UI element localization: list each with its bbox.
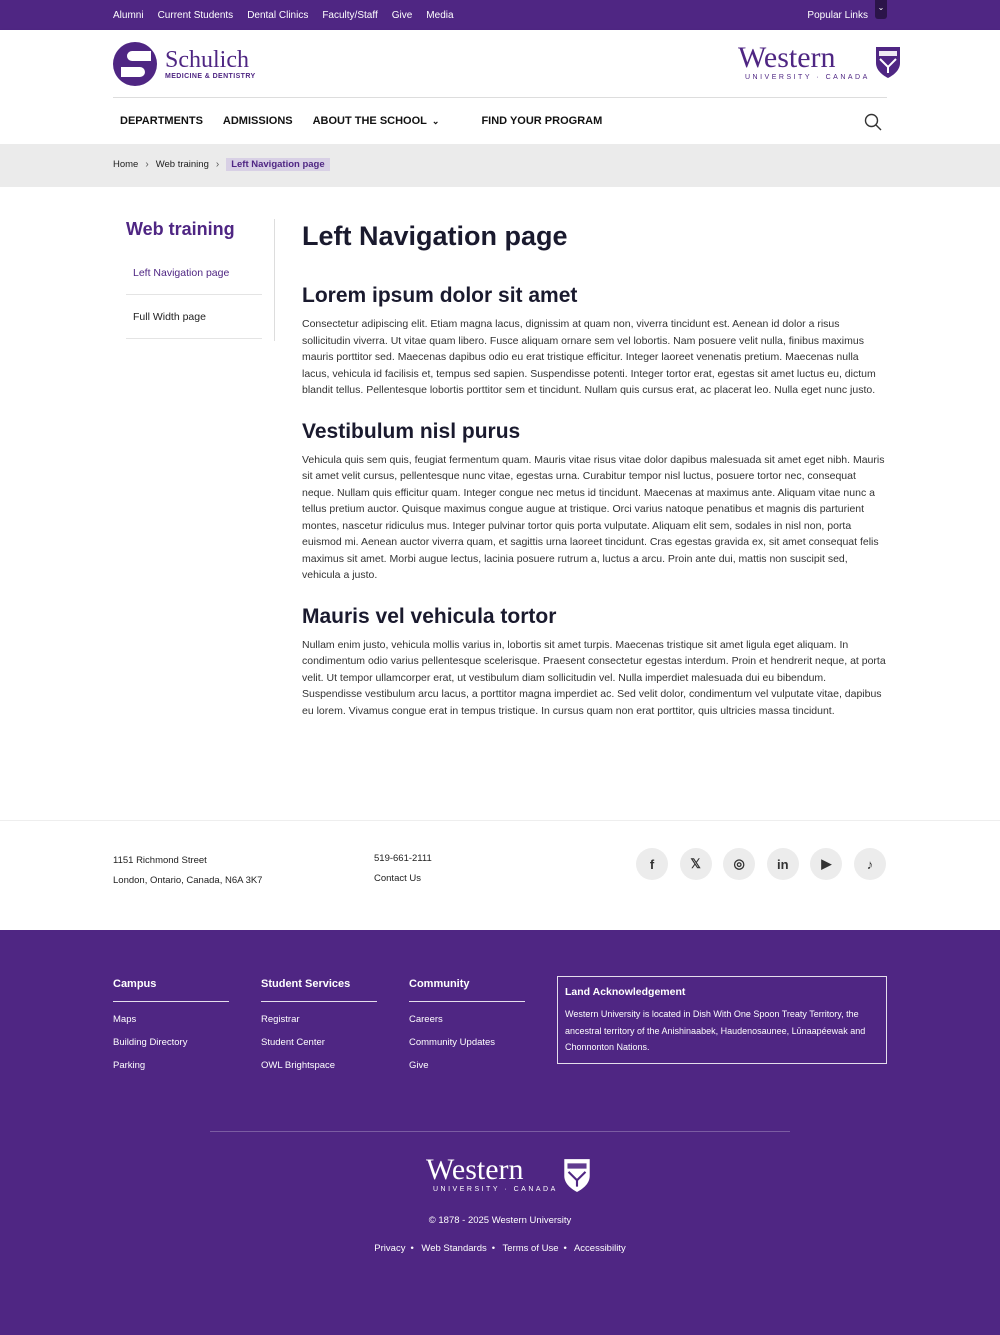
section-nav <box>126 219 262 339</box>
land-acknowledgement-text: Western University is located in Dish With One Spoon Treaty Territory, the ancestral territory of the Anishinaabek, Haudenosaunee, Lūnaapéewak and Chonnonton Nations. <box>565 1009 866 1052</box>
legal-link-web-standards[interactable]: Web Standards <box>421 1243 487 1254</box>
nav-about-the-school[interactable] <box>306 115 447 127</box>
nav-find-your-program[interactable]: FIND YOUR PROGRAM <box>481 115 603 127</box>
social-links <box>636 848 898 880</box>
footer-western-logo[interactable] <box>426 1153 592 1193</box>
school-subtitle: MEDICINE & DENTISTRY <box>165 73 256 80</box>
address-line: 1151 Richmond Street <box>113 855 207 866</box>
search-icon[interactable] <box>863 112 883 132</box>
breadcrumb-current: Left Navigation page <box>226 158 329 171</box>
page-title: Left Navigation page <box>302 221 568 251</box>
utility-link-alumni[interactable]: Alumni <box>113 9 144 21</box>
footer-heading: Community <box>409 978 525 1002</box>
phone-number[interactable]: 519-661-2111 <box>374 853 432 864</box>
footer-heading: Student Services <box>261 978 377 1002</box>
utility-link-give[interactable]: Give <box>391 9 413 21</box>
section-nav-title[interactable]: Web training <box>126 219 235 239</box>
address <box>113 851 262 891</box>
section-heading: Vestibulum nisl purus <box>302 419 521 443</box>
site-footer <box>0 930 1000 1335</box>
utility-bar <box>0 0 1000 30</box>
footer-link-student-center[interactable]: Student Center <box>261 1037 325 1048</box>
land-acknowledgement-heading: Land Acknowledgement <box>565 986 686 998</box>
section-heading: Mauris vel vehicula tortor <box>302 604 557 628</box>
breadcrumb-home[interactable]: Home <box>113 159 139 170</box>
instagram-icon[interactable]: ◎ <box>723 848 755 880</box>
section-paragraph: Consectetur adipiscing elit. Etiam magna lacus, dignissim at quam non, viverra tincidunt est. Aenean id dolor a risus sollicitudin viverra. Ut vitae quam libero. Fusce aliquam ornare sem vel lobortis. Nam posuere velit nulla, finibus maximus mauris porttitor sed. Maecenas dapibus odio eu erat tristique efficitur. Integer laoreet venenatis pretium. Maecenas nulla lacus, vehicula id facilisis et, tempus sed sapien. Suspendisse potenti. Integer tortor erat, egestas sit amet luctus eu, dictum blandit tellus. Pellentesque lobortis porttitor sem et tincidunt. Nullam quis cursus erat, ac placerat leo. Nulla eget nunc justo. <box>302 318 876 396</box>
footer-link-registrar[interactable]: Registrar <box>261 1014 300 1025</box>
section-nav-item-left-navigation[interactable]: Left Navigation page <box>126 251 262 295</box>
footer-link-owl-brightspace[interactable]: OWL Brightspace <box>261 1060 336 1071</box>
contact-info <box>374 849 432 889</box>
legal-link-terms-of-use[interactable]: Terms of Use <box>502 1243 559 1254</box>
nav-about-label: ABOUT THE SCHOOL <box>312 115 427 127</box>
legal-link-privacy[interactable]: Privacy <box>374 1243 406 1254</box>
footer-link-give[interactable]: Give <box>409 1060 429 1071</box>
legal-links: Privacy • Web Standards • Terms of Use • Accessibility <box>374 1243 626 1254</box>
facebook-icon[interactable]: f <box>636 848 668 880</box>
site-header <box>0 30 1000 144</box>
section-paragraph: Vehicula quis sem quis, feugiat fermentum quam. Mauris vitae risus vitae dolor dapibus malesuada sit amet eget nibh. Mauris sit amet velit cursus, pellentesque nunc vitae, egestas urna. Curabitur tempor nisl luctus, posuere tortor nec, consequat neque. Nullam quis efficitur quam. Integer congue nec metus id tincidunt. Maecenas at maximus ante. Aliquam vitae nunc a tellus pretium auctor. Quisque maximus congue augue at tristique. Orci varius natoque penatibus et magnis dis parturient montes, nascetur ridiculus mus. Integer pulvinar tortor quis porta vulputate. Aliquam elit sem, sodales in nisl non, porta euismod mi. Aenean auctor viverra quam, et sagittis urna laoreet tincidunt. Cras egestas gravida ex, sit amet consequat felis maximus sit amet. Morbi augue lectus, lacinia posuere rutrum a, luctus a arcu. Proin ante dui, mattis non suscipit sed, vehicula a justo. <box>302 453 885 581</box>
address-line: London, Ontario, Canada, N6A 3K7 <box>113 875 263 886</box>
breadcrumb-bar <box>0 144 1000 187</box>
breadcrumb <box>113 158 330 171</box>
western-logo[interactable] <box>738 41 902 81</box>
footer-wordmark: Western <box>426 1153 524 1186</box>
footer-divider <box>210 1131 790 1132</box>
footer-link-careers[interactable]: Careers <box>409 1014 443 1025</box>
chevron-right-icon: › <box>145 159 149 170</box>
copyright: © 1878 - 2025 Western University <box>428 1215 572 1226</box>
utility-link-dental-clinics[interactable]: Dental Clinics <box>247 9 309 21</box>
x-icon[interactable]: 𝕏 <box>680 848 712 880</box>
nav-admissions[interactable]: ADMISSIONS <box>222 115 293 127</box>
footer-link-parking[interactable]: Parking <box>113 1060 146 1071</box>
land-acknowledgement <box>557 976 887 1064</box>
legal-link-accessibility[interactable]: Accessibility <box>573 1243 626 1254</box>
western-shield-icon <box>562 1157 592 1193</box>
footer-col-community <box>409 978 525 1071</box>
footer-link-community-updates[interactable]: Community Updates <box>409 1037 496 1048</box>
footer-col-student-services <box>261 978 377 1071</box>
utility-link-faculty-staff[interactable]: Faculty/Staff <box>322 9 378 21</box>
tiktok-icon[interactable]: ♪ <box>854 848 886 880</box>
western-shield-icon <box>874 45 902 79</box>
footer-wordmark-subtitle: UNIVERSITY · CANADA <box>433 1186 558 1193</box>
breadcrumb-web-training[interactable]: Web training <box>155 159 209 170</box>
youtube-icon[interactable]: ▶ <box>810 848 842 880</box>
contact-strip <box>0 820 1000 930</box>
popular-links-button[interactable]: Popular Links <box>807 9 868 21</box>
footer-link-building-directory[interactable]: Building Directory <box>113 1037 188 1048</box>
university-wordmark: Western <box>738 41 836 74</box>
section-divider <box>274 219 275 341</box>
utility-links <box>113 0 468 30</box>
main-nav <box>113 98 615 144</box>
chevron-right-icon: › <box>215 159 220 170</box>
chevron-down-icon: ⌄ <box>431 115 440 126</box>
section-nav-item-full-width[interactable]: Full Width page <box>126 295 262 339</box>
footer-col-campus <box>113 978 229 1071</box>
contact-us-link[interactable]: Contact Us <box>374 873 421 884</box>
chevron-down-icon[interactable]: ⌄ <box>875 0 887 19</box>
nav-departments[interactable]: DEPARTMENTS <box>120 115 203 127</box>
section-paragraph: Nullam enim justo, vehicula mollis varius in, lobortis sit amet turpis. Maecenas tristique sit amet ligula eget aliquam. In condimentum odio varius pellentesque scelerisque. Praesent consectetur egestas interdum. Proin et hendrerit neque, at porta velit. Ut tempor ullamcorper erat, ut vestibulum diam sollicitudin vel. Nulla imperdiet malesuada dui eu bibendum. Suspendisse vestibulum arcu lacus, a porttitor magna imperdiet ac. Sed velit dolor, condimentum vel vulputate vitae, dapibus eu lorem. Vivamus congue erat in tempus tristique. In cursus quam non erat porttitor, quis ultricies massa tincidunt. <box>302 638 886 717</box>
schulich-s-icon <box>113 42 157 86</box>
section-heading: Lorem ipsum dolor sit amet <box>302 284 578 307</box>
utility-link-media[interactable]: Media <box>426 9 454 21</box>
footer-link-maps[interactable]: Maps <box>113 1014 137 1025</box>
university-subtitle: UNIVERSITY · CANADA <box>745 74 870 81</box>
utility-link-current-students[interactable]: Current Students <box>157 9 234 21</box>
school-name: Schulich <box>165 47 249 73</box>
linkedin-icon[interactable]: in <box>767 848 799 880</box>
main-content <box>302 219 888 719</box>
footer-heading: Campus <box>113 978 229 1002</box>
schulich-logo[interactable] <box>113 42 256 86</box>
